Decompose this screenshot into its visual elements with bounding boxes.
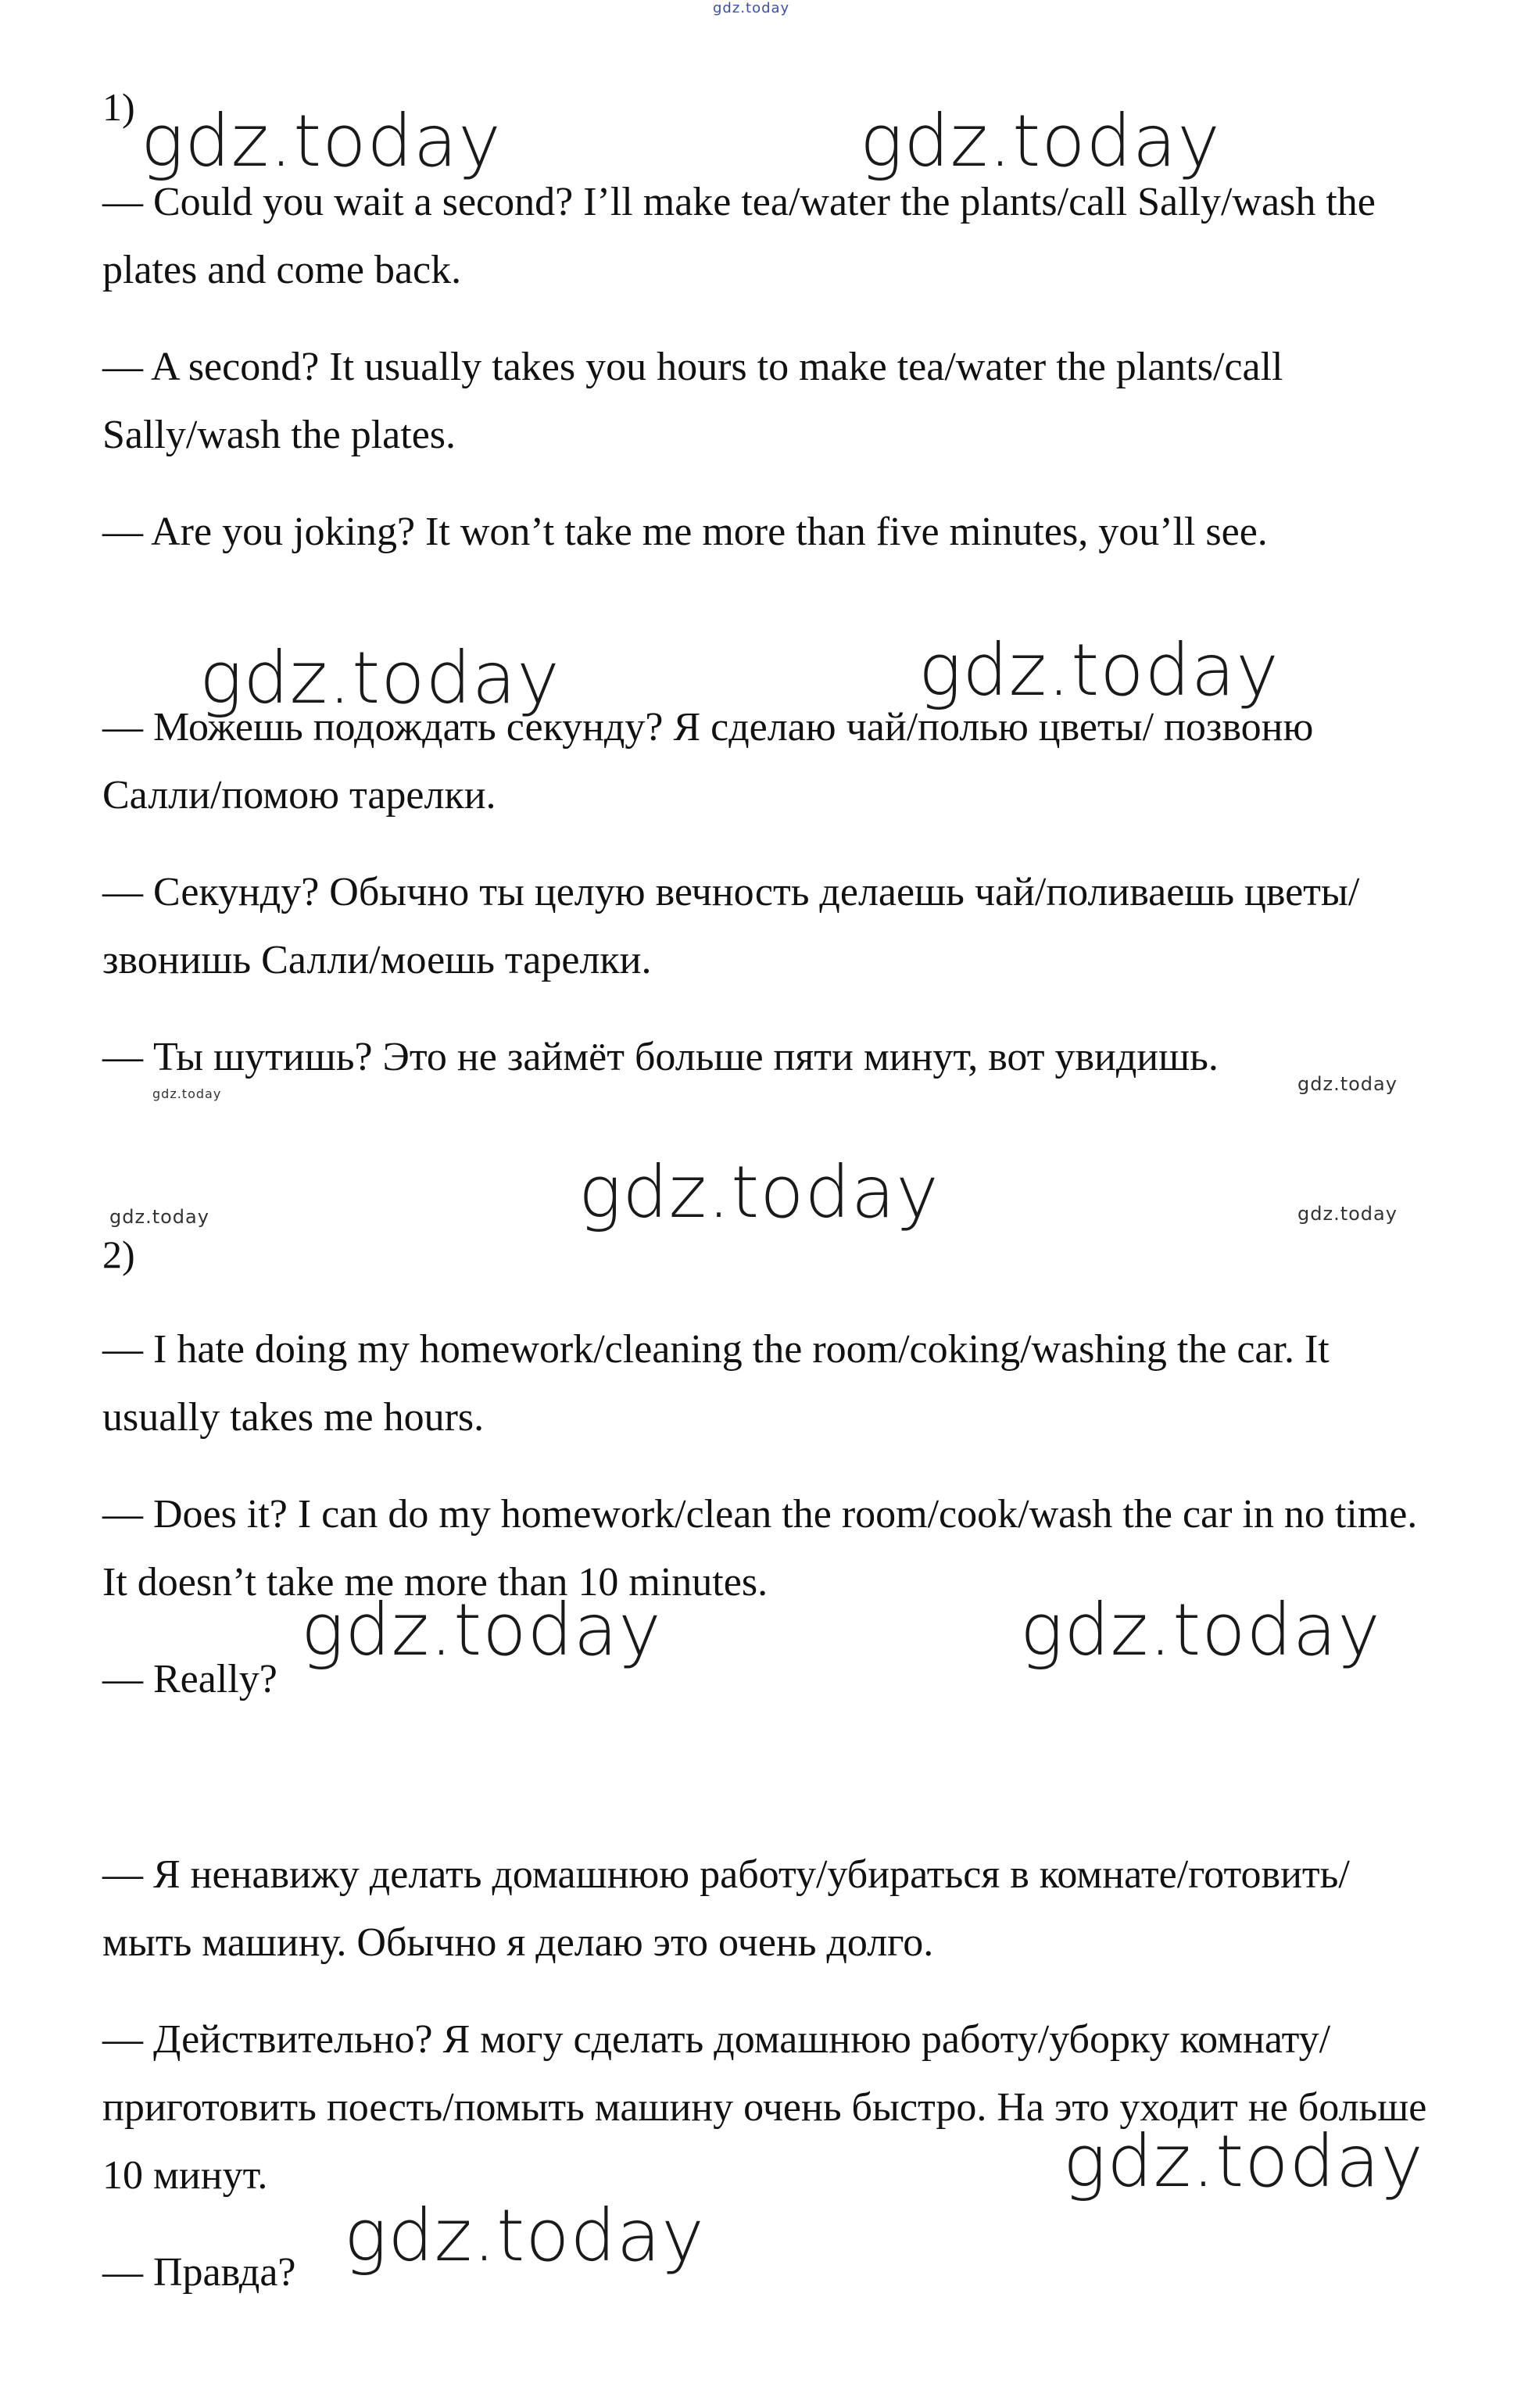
section-1-english-line-2: — A second? It usually takes you hours to make tea/water the plants/call Sally/wash the plates.: [102, 345, 1283, 457]
watermark: gdz.today: [578, 1150, 940, 1234]
watermark: gdz.today: [141, 99, 502, 183]
watermark: gdz.today: [344, 2194, 705, 2277]
watermark-small: gdz.today: [1297, 1203, 1398, 1225]
section-2-english-line-2: — Does it? I can do my homework/clean the room/cook/wash the car in no time. It doesn’t take me more than 10 minutes.: [102, 1492, 1418, 1605]
watermark-small: gdz.today: [109, 1206, 209, 1228]
section-1-russian-line-2: — Секунду? Обычно ты целую вечность делаешь чай/поливаешь цветы/звонишь Салли/моешь тарелки.: [102, 870, 1360, 982]
watermark-small: gdz.today: [1297, 1073, 1398, 1095]
watermark: gdz.today: [918, 628, 1280, 712]
section-2-russian-line-1: — Я ненавижу делать домашнюю работу/убираться в комнате/готовить/мыть машину. Обычно я делаю это очень долго.: [102, 1852, 1350, 1965]
section-2-number: 2): [102, 1233, 135, 1276]
section-1-english-line-3: — Are you joking? It won’t take me more than five minutes, you’ll see.: [102, 510, 1268, 554]
watermark-top: gdz.today: [713, 0, 790, 16]
section-1-russian-line-3: — Ты шутишь? Это не займёт больше пяти минут, вот увидишь.: [102, 1035, 1219, 1079]
watermark: gdz.today: [1063, 2120, 1424, 2203]
watermark: gdz.today: [1020, 1588, 1381, 1672]
section-1-number: 1): [102, 85, 135, 129]
watermark: gdz.today: [860, 99, 1221, 183]
watermark-small: gdz.today: [152, 1086, 222, 1101]
section-2-russian-line-3: — Правда?: [102, 2250, 296, 2295]
section-2-english-line-1: — I hate doing my homework/cleaning the room/coking/washing the car. It usually takes me hours.: [102, 1327, 1330, 1440]
watermark: gdz.today: [301, 1588, 662, 1672]
watermark: gdz.today: [199, 636, 560, 720]
section-2-russian-line-2: — Действительно? Я могу сделать домашнюю работу/уборку комнату/приготовить поесть/помыть машину очень быстро. На это уходит не больше 10 минут.: [102, 2017, 1427, 2198]
section-1-russian-line-1: — Можешь подождать секунду? Я сделаю чай/полью цветы/ позвоню Салли/помою тарелки.: [102, 705, 1314, 818]
section-1-english-line-1: — Could you wait a second? I’ll make tea/water the plants/call Sally/wash the plates and come back.: [102, 180, 1376, 292]
section-2-english-line-3: — Really?: [102, 1657, 277, 1701]
